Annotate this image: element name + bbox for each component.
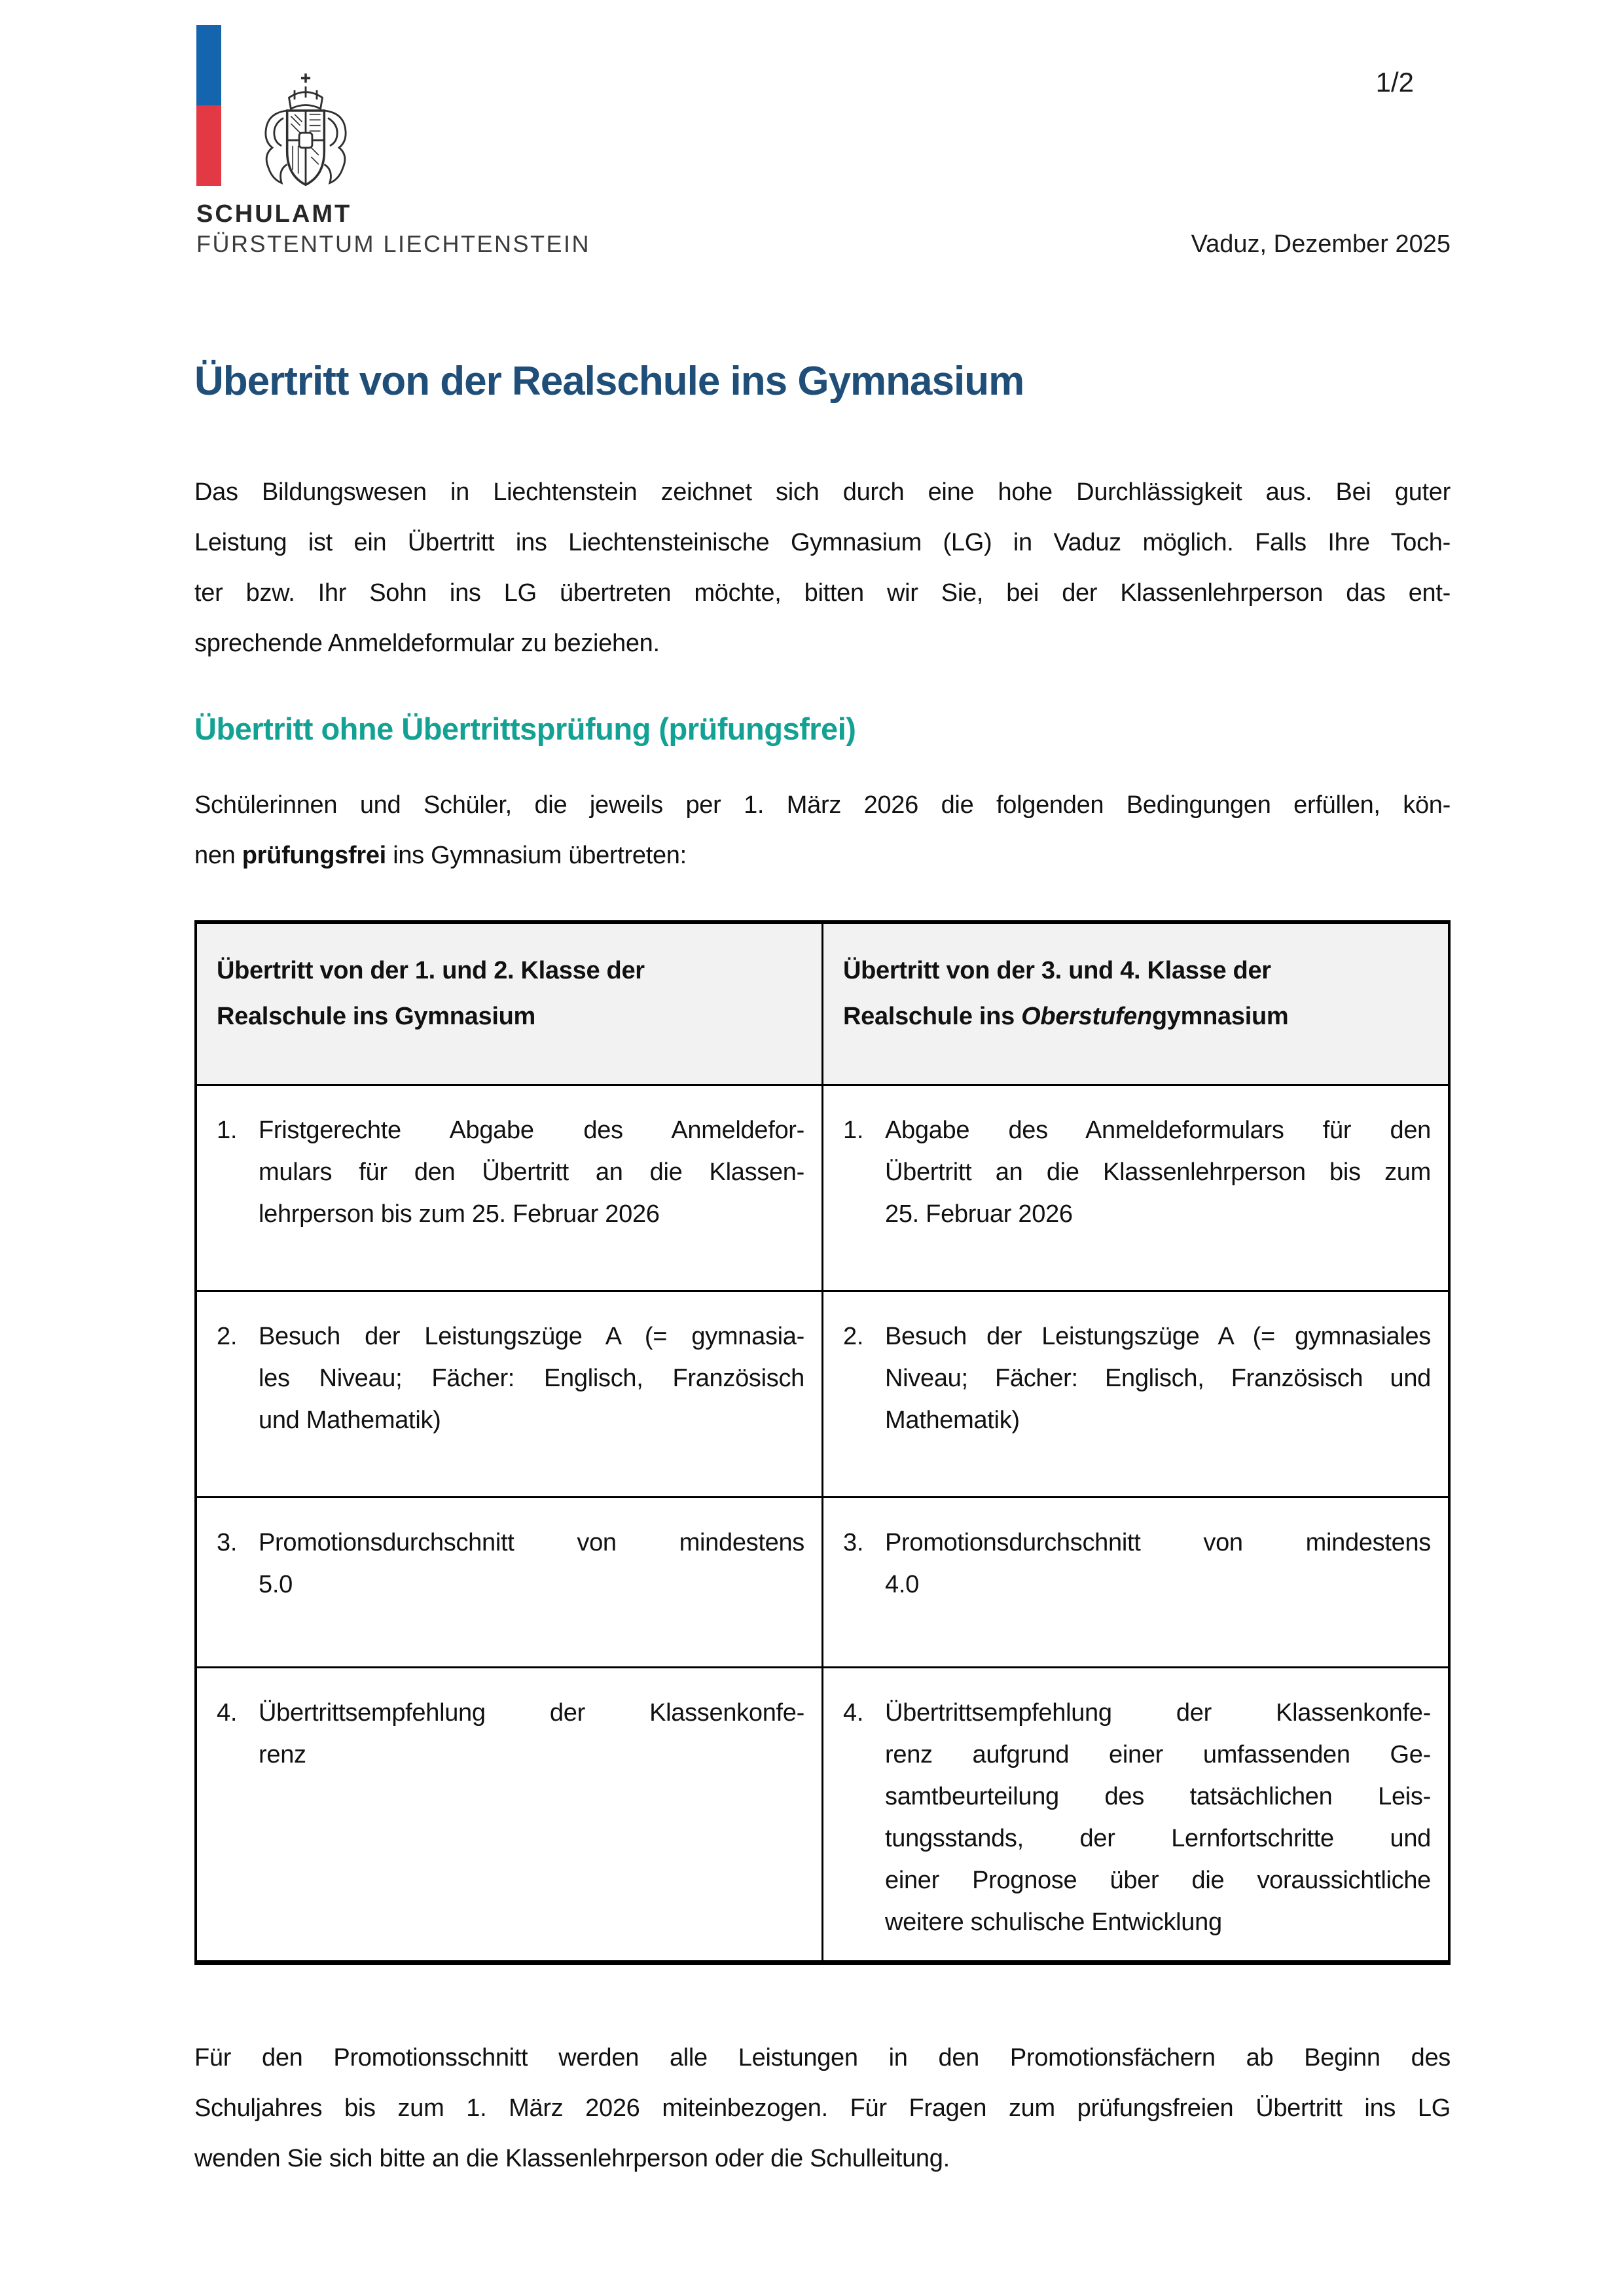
- logo-org-subtitle: FÜRSTENTUM LIECHTENSTEIN: [196, 230, 591, 257]
- logo-bar-red: [196, 105, 221, 186]
- conditions-intro-paragraph: [194, 780, 1451, 881]
- table-cell-row2-left: [196, 1291, 823, 1498]
- conditions-intro-line1: Schülerinnen und Schüler, die jeweils per 1. März 2026 die folgenden Bedingungen erfüllen, kön-: [194, 791, 1451, 819]
- table-cell-row1-right: [823, 1085, 1450, 1291]
- table-header-right-line2-italic: Oberstufen: [1021, 1003, 1152, 1030]
- table-row-3: [196, 1498, 1449, 1668]
- logo-org-name: SCHULAMT: [196, 200, 352, 228]
- section-heading: Übertritt ohne Übertrittsprüfung (prüfungsfrei): [194, 711, 856, 746]
- logo-color-bar: [196, 25, 221, 186]
- table-cell-row3-right: [823, 1498, 1450, 1668]
- item-text: Promotionsdurchschnitt von mindestens 5.0: [259, 1529, 804, 1598]
- conditions-intro-line2: [194, 831, 1451, 881]
- table-cell-row4-right: [823, 1668, 1450, 1963]
- conditions-intro-line2-post: ins Gymnasium übertreten:: [386, 842, 687, 869]
- conditions-intro-line2-pre: nen: [194, 842, 242, 869]
- table-row-2: [196, 1291, 1449, 1498]
- table-header-left-line2: Realschule ins Gymnasium: [217, 1003, 535, 1030]
- page-number: 1/2: [1375, 67, 1414, 98]
- item-text: Besuch der Leistungszüge A (= gymnasiales Niveau; Fächer: Englisch, Französisch und Mathematik): [885, 1323, 1431, 1434]
- table-header-row: [196, 922, 1449, 1085]
- item-number: 4.: [843, 1699, 864, 1727]
- item-text: Fristgerechte Abgabe des Anmeldefor- mulars für den Übertritt an die Klassen- lehrperson bis zum 25. Februar 2026: [259, 1117, 804, 1228]
- item-number: 2.: [217, 1323, 238, 1350]
- intro-paragraph: Das Bildungswesen in Liechtenstein zeichnet sich durch eine hohe Durchlässigkeit aus. Bei guter Leistung ist ein Übertritt ins Liechtensteinische Gymnasium (LG) in Vaduz möglich. Falls Ihre Toch- ter bzw. Ihr Sohn ins LG übertreten möchte, bitten wir Sie, bei der Klassenlehrperson das ent- sprechende Anmeldeformular zu beziehen.: [194, 478, 1451, 657]
- table-header-right-line2: [843, 994, 1432, 1039]
- content-column: [194, 359, 1451, 2215]
- conditions-intro-line2-bold: prüfungsfrei: [242, 842, 386, 869]
- item-text: Übertrittsempfehlung der Klassenkonfe- renz: [259, 1699, 804, 1768]
- document-title: Übertritt von der Realschule ins Gymnasium: [194, 359, 1024, 404]
- table-cell-row4-left: [196, 1668, 823, 1963]
- table-header-right: [823, 922, 1450, 1085]
- closing-paragraph: Für den Promotionsschnitt werden alle Leistungen in den Promotionsfächern ab Beginn des Schuljahres bis zum 1. März 2026 miteinbezogen. Für Fragen zum prüfungsfreien Übertritt ins LG wenden Sie sich bitte an die Klassenlehrperson oder die Schulleitung.: [194, 2044, 1451, 2172]
- item-number: 1.: [217, 1117, 238, 1144]
- item-number: 3.: [843, 1529, 864, 1556]
- table-row-4: [196, 1668, 1449, 1963]
- item-text: Promotionsdurchschnitt von mindestens 4.0: [885, 1529, 1431, 1598]
- table-header-left-line1: Übertritt von der 1. und 2. Klasse der: [217, 957, 645, 984]
- place-date-line: Vaduz, Dezember 2025: [1191, 230, 1451, 258]
- item-number: 4.: [217, 1699, 238, 1727]
- table-cell-row3-left: [196, 1498, 823, 1668]
- conditions-table: [194, 920, 1451, 1965]
- table-cell-row2-right: [823, 1291, 1450, 1498]
- logo-bar-blue: [196, 25, 221, 105]
- table-header-right-line2-pre: Realschule ins: [843, 1003, 1022, 1030]
- table-header-right-line2-post: gymnasium: [1151, 1003, 1289, 1030]
- item-text: Besuch der Leistungszüge A (= gymnasia- les Niveau; Fächer: Englisch, Französisch und Mathematik): [259, 1323, 804, 1434]
- item-number: 1.: [843, 1117, 864, 1144]
- table-header-right-line1: Übertritt von der 3. und 4. Klasse der: [843, 957, 1271, 984]
- item-text: Abgabe des Anmeldeformulars für den Übertritt an die Klassenlehrperson bis zum 25. Februar 2026: [885, 1117, 1431, 1228]
- table-header-left: [196, 922, 823, 1085]
- item-number: 2.: [843, 1323, 864, 1350]
- item-text: Übertrittsempfehlung der Klassenkonfe- renz aufgrund einer umfassenden Ge- samtbeurteilung des tatsächlichen Leis- tungsstands, der Lernfortschritte und einer Prognose über die voraussichtliche weitere schulische Entwicklung: [885, 1699, 1431, 1936]
- table-row-1: [196, 1085, 1449, 1291]
- item-number: 3.: [217, 1529, 238, 1556]
- table-cell-row1-left: [196, 1085, 823, 1291]
